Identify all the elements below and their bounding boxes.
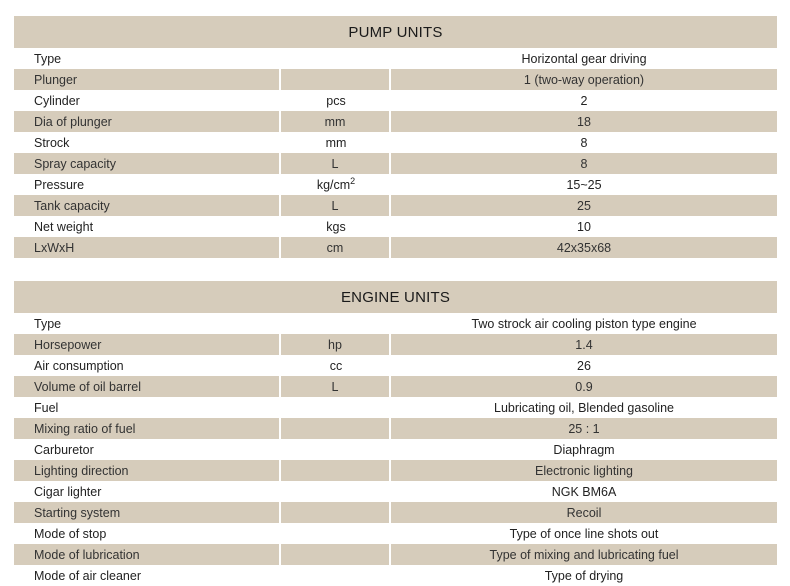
spec-name: Tank capacity <box>14 195 279 216</box>
spec-value: Electronic lighting <box>391 460 777 481</box>
spec-value: Type of once line shots out <box>509 526 659 541</box>
spec-name: Volume of oil barrel <box>14 376 279 397</box>
spec-unit-text: pcs <box>326 93 346 108</box>
spec-value: NGK BM6A <box>551 484 617 499</box>
pump-rows <box>14 48 777 258</box>
spec-name: Carburetor <box>34 442 94 457</box>
spec-value: 25 : 1 <box>391 418 777 439</box>
spec-unit-text: hp <box>328 337 342 352</box>
spec-row <box>14 111 777 132</box>
spec-row <box>14 376 777 397</box>
spec-unit-text: kg/cm <box>316 177 351 192</box>
spec-row <box>14 481 777 502</box>
spec-unit <box>281 313 391 334</box>
spec-unit-text: mm <box>324 114 346 129</box>
spec-unit <box>281 334 389 355</box>
spec-name: Mode of lubrication <box>14 544 279 565</box>
spec-unit <box>281 544 389 565</box>
spec-name: Type <box>34 316 62 331</box>
spec-value: 15~25 <box>566 177 602 192</box>
spec-unit <box>281 237 389 258</box>
pump-units-table <box>14 16 777 258</box>
spec-name: Lighting direction <box>14 460 279 481</box>
spec-value: Type of mixing and lubricating fuel <box>391 544 777 565</box>
spec-row <box>14 523 777 544</box>
spec-row <box>14 397 777 418</box>
spec-unit <box>281 565 391 586</box>
spec-row <box>14 195 777 216</box>
spec-value: 18 <box>391 111 777 132</box>
spec-value: Recoil <box>391 502 777 523</box>
spec-value: 8 <box>580 135 588 150</box>
spec-row <box>14 313 777 334</box>
pump-units-title: PUMP UNITS <box>14 16 777 48</box>
spec-unit-text: mm <box>325 135 347 150</box>
spec-row <box>14 502 777 523</box>
spec-value: 8 <box>391 153 777 174</box>
spec-unit-superscript: 2 <box>350 175 356 186</box>
spec-name: Plunger <box>14 69 279 90</box>
spec-unit <box>281 132 391 153</box>
spec-unit-text: L <box>331 156 339 171</box>
spec-unit <box>281 397 391 418</box>
spec-unit-text: kgs <box>326 219 346 234</box>
spec-row <box>14 334 777 355</box>
spec-row <box>14 48 777 69</box>
spec-row <box>14 174 777 195</box>
spec-unit <box>281 195 389 216</box>
spec-row <box>14 153 777 174</box>
spec-name: Mode of stop <box>34 526 107 541</box>
spec-unit <box>281 481 391 502</box>
spec-unit <box>281 48 391 69</box>
spec-value: Type of drying <box>544 568 624 583</box>
engine-units-table <box>14 281 777 586</box>
spec-value: 2 <box>580 93 588 108</box>
spec-row <box>14 132 777 153</box>
spec-unit <box>281 153 389 174</box>
spec-unit <box>281 418 389 439</box>
spec-unit-text: L <box>331 379 339 394</box>
spec-name: Fuel <box>34 400 59 415</box>
spec-unit <box>281 174 391 195</box>
spec-name: Net weight <box>34 219 94 234</box>
spec-value: 26 <box>577 358 591 373</box>
spec-row <box>14 355 777 376</box>
spec-value: Diaphragm <box>553 442 615 457</box>
spec-name: Cigar lighter <box>34 484 102 499</box>
spec-unit <box>281 523 391 544</box>
spec-unit-text: cm <box>326 240 344 255</box>
spec-unit <box>281 111 389 132</box>
spec-row <box>14 69 777 90</box>
spec-name: Type <box>34 51 62 66</box>
spec-name: Horsepower <box>14 334 279 355</box>
spec-name: Dia of plunger <box>14 111 279 132</box>
spec-unit <box>281 216 391 237</box>
spec-value: 1 (two-way operation) <box>391 69 777 90</box>
spec-name: Spray capacity <box>14 153 279 174</box>
spec-unit-text: L <box>331 198 339 213</box>
spec-value: 10 <box>577 219 591 234</box>
spec-row <box>14 460 777 481</box>
spec-row <box>14 544 777 565</box>
spec-unit <box>281 355 391 376</box>
spec-row <box>14 439 777 460</box>
spec-name: Starting system <box>14 502 279 523</box>
spec-unit <box>281 460 389 481</box>
spec-value: 0.9 <box>391 376 777 397</box>
spec-value: 25 <box>391 195 777 216</box>
spec-value: Two strock air cooling piston type engine <box>471 316 697 331</box>
spec-name: Strock <box>34 135 70 150</box>
spec-value: Horizontal gear driving <box>521 51 647 66</box>
spec-unit <box>281 69 389 90</box>
spec-name: Mixing ratio of fuel <box>14 418 279 439</box>
spec-name: LxWxH <box>14 237 279 258</box>
spec-unit <box>281 502 389 523</box>
spec-unit <box>281 90 391 111</box>
spec-name: Air consumption <box>34 358 124 373</box>
spec-row <box>14 216 777 237</box>
spec-row <box>14 237 777 258</box>
spec-unit-text: cc <box>329 358 343 373</box>
spec-value: Lubricating oil, Blended gasoline <box>494 400 674 415</box>
spec-name: Mode of air cleaner <box>34 568 142 583</box>
spec-row <box>14 418 777 439</box>
spec-value: 1.4 <box>391 334 777 355</box>
engine-units-title: ENGINE UNITS <box>14 281 777 313</box>
spec-row <box>14 565 777 586</box>
spec-value: 42x35x68 <box>391 237 777 258</box>
spec-unit <box>281 439 391 460</box>
spec-row <box>14 90 777 111</box>
spec-unit <box>281 376 389 397</box>
engine-rows <box>14 313 777 586</box>
spec-name: Pressure <box>34 177 85 192</box>
spec-name: Cylinder <box>34 93 80 108</box>
